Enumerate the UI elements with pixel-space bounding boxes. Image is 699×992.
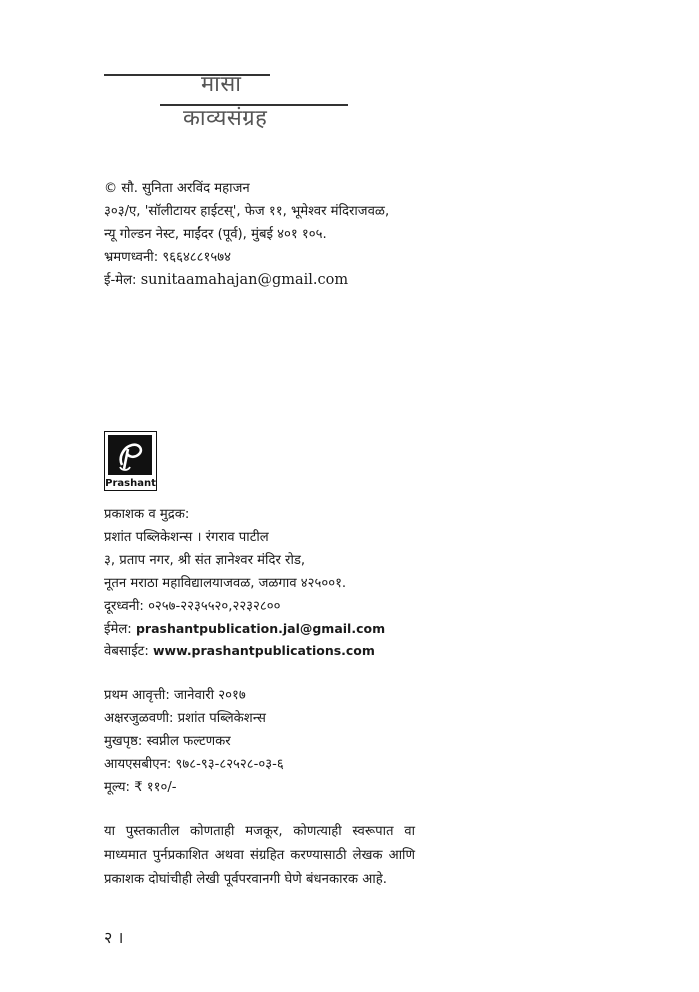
typesetting-credit: अक्षरजुळवणी: प्रशांत पब्लिकेशन्स <box>104 711 266 726</box>
author-email: sunitaamahajan@gmail.com <box>140 272 349 288</box>
publisher-address-line-1: ३, प्रताप नगर, श्री संत ज्ञानेश्वर मंदिर रोड, <box>104 553 306 568</box>
publisher-address-line-2: नूतन मराठा महाविद्यालयाजवळ, जळगाव ४२५००१. <box>104 576 347 591</box>
publisher-website-label: वेबसाईट: <box>104 644 149 659</box>
publisher-website-row <box>104 639 375 663</box>
title-rule-top <box>104 74 270 76</box>
logo-brand-label: Prashant <box>105 478 156 489</box>
author-address-line-1: ३०३/ए, 'सॉलीटायर हाईटस्', फेज ११, भूमेश्वर मंदिराजवळ, <box>104 204 390 219</box>
author-email-row <box>104 269 348 292</box>
publisher-email: prashantpublication.jal@gmail.com <box>135 621 386 636</box>
author-phone-label: भ्रमणध्वनी: <box>104 250 159 265</box>
publisher-email-row <box>104 617 385 641</box>
publisher-email-label: ईमेल: <box>104 622 132 637</box>
publisher-phone-row <box>104 595 280 618</box>
publisher-name: प्रशांत पब्लिकेशन्स । रंगराव पाटील <box>104 530 269 545</box>
cover-credit: मुखपृष्ठ: स्वप्नील फल्टणकर <box>104 734 231 749</box>
author-email-label: ई-मेल: <box>104 273 137 288</box>
publisher-phone: ०२५७-२२३५५२०,२२३२८०० <box>148 599 281 614</box>
author-phone-row <box>104 246 231 269</box>
book-subtitle: काव्यसंग्रह <box>183 106 268 131</box>
author-phone: ९६६४८८१५७४ <box>162 250 231 265</box>
publisher-logo <box>104 431 157 491</box>
copyright-notice: या पुस्तकातील कोणताही मजकूर, कोणत्याही स्वरूपात वा माध्यमात पुर्नप्रकाशित अथवा संग्रहित करण्यासाठी लेखक आणि प्रकाशक दोघांचीही लेखी पूर्वपरवानगी घेणे बंधनकारक आहे. <box>104 824 415 887</box>
copyright-line: © सौ. सुनिता अरविंद महाजन <box>104 181 250 196</box>
isbn: आयएसबीएन: ९७८-९३-८२५२८-०३-६ <box>104 757 284 772</box>
book-title: मासा <box>201 72 242 97</box>
publisher-heading: प्रकाशक व मुद्रक: <box>104 507 190 522</box>
price: मूल्य: ₹ ११०/- <box>104 780 177 795</box>
first-edition: प्रथम आवृत्ती: जानेवारी २०१७ <box>104 688 246 703</box>
publisher-phone-label: दूरध्वनी: <box>104 599 144 614</box>
prashant-logo-icon <box>108 435 152 475</box>
page-number: २ । <box>104 928 124 947</box>
publisher-website: www.prashantpublications.com <box>152 643 375 658</box>
author-address-line-2: न्यू गोल्डन नेस्ट, माईंदर (पूर्व), मुंबई ४०१ १०५. <box>104 227 327 242</box>
